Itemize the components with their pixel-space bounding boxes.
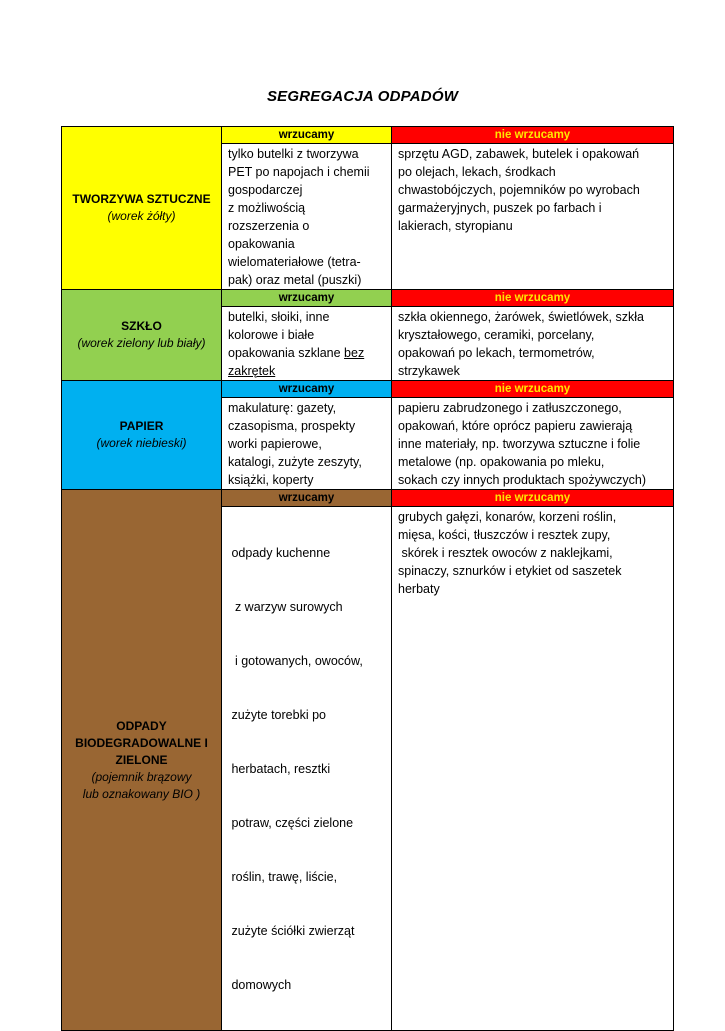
item-line: rozszerzenia o [228, 219, 310, 233]
item-line: pak) oraz metal (puszki) [228, 273, 362, 287]
header-accepted: wrzucamy [222, 490, 392, 507]
category-bio [62, 490, 222, 1031]
accepted-items [222, 398, 392, 490]
bio-header-row [62, 490, 674, 507]
header-accepted: wrzucamy [222, 381, 392, 398]
category-bag: (worek żółty) [107, 209, 176, 223]
item-line: inne materiały, np. tworzywa sztuczne i folie [398, 437, 641, 451]
item-line: lakierach, styropianu [398, 219, 513, 233]
header-accepted: wrzucamy [222, 127, 392, 144]
item-line-underlined: zakrętek [228, 364, 276, 378]
item-line: zużyte torebki po [228, 708, 326, 722]
item-line: roślin, trawę, liście, [228, 870, 338, 884]
item-line: katalogi, zużyte zeszyty, [228, 455, 362, 469]
category-glass [62, 290, 222, 381]
not-accepted-items [392, 507, 674, 1031]
item-line: spinaczy, sznurków i etykiet od saszetek [398, 564, 622, 578]
item-line: herbaty [398, 582, 440, 596]
header-not-accepted: nie wrzucamy [392, 381, 674, 398]
not-accepted-items [392, 307, 674, 381]
item-line: strzykawek [398, 364, 460, 378]
category-name: TWORZYWA SZTUCZNE [72, 192, 211, 206]
item-line: kryształowego, ceramiki, porcelany, [398, 328, 595, 342]
item-line: odpady kuchenne [228, 546, 331, 560]
item-line: garmażeryjnych, puszek po farbach i [398, 201, 602, 215]
item-line: PET po napojach i chemii [228, 165, 370, 179]
item-line: opakowań, które oprócz papieru zawierają [398, 419, 633, 433]
item-line: skórek i resztek owoców z naklejkami, [398, 546, 613, 560]
category-bag: (worek niebieski) [96, 436, 187, 450]
accepted-items [222, 507, 392, 1031]
item-line: książki, koperty [228, 473, 314, 487]
item-line: z możliwością [228, 201, 306, 215]
not-accepted-items [392, 398, 674, 490]
item-line: z warzyw surowych [228, 600, 343, 614]
item-line: domowych [228, 978, 292, 992]
item-line: potraw, części zielone [228, 816, 354, 830]
item-line: i gotowanych, owoców, [228, 654, 363, 668]
header-not-accepted: nie wrzucamy [392, 290, 674, 307]
category-name: ZIELONE [115, 752, 168, 767]
item-line: metalowe (np. opakowania po mleku, [398, 455, 605, 469]
not-accepted-items [392, 144, 674, 290]
category-plastic [62, 127, 222, 290]
category-bag: (worek zielony lub biały) [77, 336, 206, 350]
category-bag: lub oznakowany BIO ) [82, 786, 201, 801]
item-line [228, 344, 386, 362]
category-paper [62, 381, 222, 490]
item-line: czasopisma, prospekty [228, 419, 356, 433]
accepted-items [222, 307, 392, 381]
paper-header-row [62, 381, 674, 398]
item-line: butelki, słoiki, inne [228, 310, 330, 324]
item-line: grubych gałęzi, konarów, korzeni roślin, [398, 510, 617, 524]
glass-header-row [62, 290, 674, 307]
header-accepted: wrzucamy [222, 290, 392, 307]
category-name: ODPADY [116, 718, 167, 733]
item-text-underlined: bez [344, 346, 365, 360]
item-line: sokach czy innych produktach spożywczych) [398, 473, 647, 487]
item-line: chwastobójczych, pojemników po wyrobach [398, 183, 640, 197]
item-line: makulaturę: gazety, [228, 401, 337, 415]
item-line: tylko butelki z tworzywa [228, 147, 359, 161]
item-line: sprzętu AGD, zabawek, butelek i opakowań [398, 147, 640, 161]
category-name: SZKŁO [121, 319, 162, 333]
accepted-items [222, 144, 392, 290]
segregation-table [61, 126, 674, 1031]
item-line: kolorowe i białe [228, 328, 315, 342]
item-line: opakowań po lekach, termometrów, [398, 346, 595, 360]
category-bag: (pojemnik brązowy [91, 769, 192, 784]
item-line: opakowania [228, 237, 295, 251]
plastic-header-row [62, 127, 674, 144]
header-not-accepted: nie wrzucamy [392, 127, 674, 144]
item-line: szkła okiennego, żarówek, świetlówek, szkła [398, 310, 644, 324]
item-line: zużyte ściółki zwierząt [228, 924, 355, 938]
item-line: herbatach, resztki [228, 762, 331, 776]
header-not-accepted: nie wrzucamy [392, 490, 674, 507]
item-line: po olejach, lekach, środkach [398, 165, 556, 179]
item-line: papieru zabrudzonego i zatłuszczonego, [398, 401, 622, 415]
item-line: mięsa, kości, tłuszczów i resztek zupy, [398, 528, 611, 542]
item-line: worki papierowe, [228, 437, 322, 451]
item-line: wielomateriałowe (tetra- [228, 255, 361, 269]
item-line: gospodarczej [228, 183, 303, 197]
category-name: BIODEGRADOWALNE I [75, 735, 208, 750]
page-title: SEGREGACJA ODPADÓW [266, 88, 459, 105]
category-name: PAPIER [119, 419, 164, 433]
item-text: opakowania szklane [228, 346, 345, 360]
